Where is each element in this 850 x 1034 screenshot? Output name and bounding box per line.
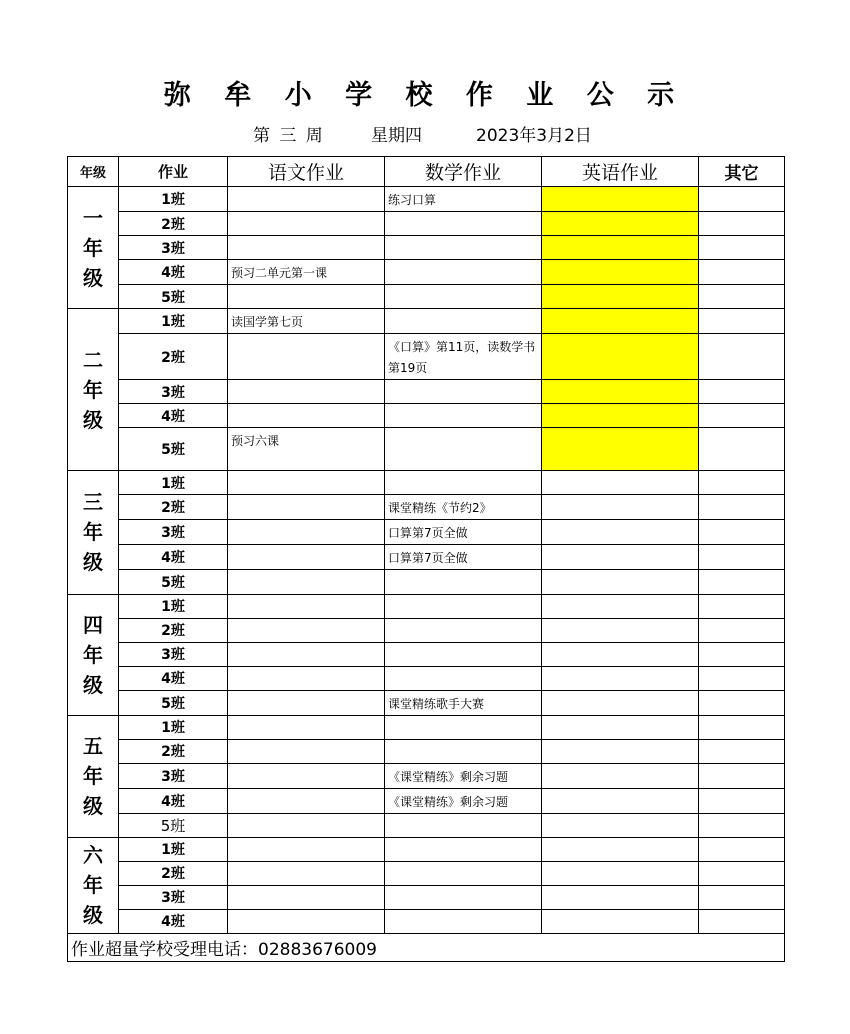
- class-label: 4班: [119, 404, 228, 428]
- math-homework-cell: [385, 813, 542, 837]
- class-label: 4班: [119, 545, 228, 570]
- class-label: 2班: [119, 739, 228, 763]
- chinese-homework-cell: [228, 690, 385, 715]
- english-homework-cell: [542, 739, 699, 763]
- day-label: 星期四: [371, 126, 422, 146]
- english-homework-cell: [542, 495, 699, 520]
- math-homework-cell: [385, 885, 542, 909]
- table-row: [68, 212, 785, 236]
- homework-table: [67, 156, 785, 962]
- english-homework-cell: [542, 642, 699, 666]
- grade-label-char: 三: [83, 490, 103, 515]
- table-row: [68, 260, 785, 285]
- grade-label-char: 五: [83, 734, 103, 759]
- english-homework-cell: [542, 594, 699, 618]
- math-homework-cell: [385, 236, 542, 260]
- table-row: [68, 380, 785, 404]
- table-row: [68, 236, 785, 260]
- header-math: 数学作业: [385, 157, 542, 187]
- math-homework-cell: 课堂精练歌手大赛: [385, 690, 542, 715]
- english-homework-cell: [542, 404, 699, 428]
- grade-label-char: 级: [83, 265, 103, 290]
- header-row: [68, 157, 785, 187]
- table-row: [68, 813, 785, 837]
- grade-label-char: 一: [83, 205, 103, 230]
- math-homework-cell: [385, 570, 542, 594]
- math-homework-cell: 《口算》第11页，读数学书第19页: [385, 334, 542, 380]
- chinese-homework-cell: [228, 520, 385, 545]
- table-row: [68, 618, 785, 642]
- other-homework-cell: [699, 236, 785, 260]
- class-label: 3班: [119, 520, 228, 545]
- table-row: [68, 885, 785, 909]
- table-row: [68, 495, 785, 520]
- chinese-homework-cell: [228, 236, 385, 260]
- class-label: 5班: [119, 285, 228, 309]
- chinese-homework-cell: [228, 909, 385, 933]
- table-row: [68, 739, 785, 763]
- chinese-homework-cell: [228, 594, 385, 618]
- grade-label-char: 级: [83, 794, 103, 819]
- math-homework-cell: [385, 428, 542, 471]
- grade-label: [68, 837, 119, 933]
- grade-label-char: 六: [83, 843, 103, 868]
- other-homework-cell: [699, 380, 785, 404]
- table-row: [68, 861, 785, 885]
- chinese-homework-cell: [228, 570, 385, 594]
- chinese-homework-cell: [228, 763, 385, 788]
- math-homework-cell: [385, 260, 542, 285]
- class-label: 3班: [119, 380, 228, 404]
- other-homework-cell: [699, 813, 785, 837]
- math-homework-cell: [385, 837, 542, 861]
- grade-label-char: 级: [83, 903, 103, 928]
- grade-label: [68, 715, 119, 837]
- math-homework-cell: 口算第7页全做: [385, 520, 542, 545]
- grade-label-char: 四: [83, 612, 103, 637]
- chinese-homework-cell: [228, 739, 385, 763]
- other-homework-cell: [699, 309, 785, 334]
- class-label: 1班: [119, 187, 228, 212]
- other-homework-cell: [699, 837, 785, 861]
- table-row: [68, 187, 785, 212]
- english-homework-cell: [542, 813, 699, 837]
- english-homework-cell: [542, 428, 699, 471]
- english-homework-cell: [542, 545, 699, 570]
- class-label: 2班: [119, 212, 228, 236]
- other-homework-cell: [699, 788, 785, 813]
- table-row: [68, 763, 785, 788]
- english-homework-cell: [542, 236, 699, 260]
- other-homework-cell: [699, 909, 785, 933]
- class-label: 4班: [119, 788, 228, 813]
- other-homework-cell: [699, 739, 785, 763]
- other-homework-cell: [699, 495, 785, 520]
- class-label: 1班: [119, 594, 228, 618]
- header-work: 作业: [119, 157, 228, 187]
- english-homework-cell: [542, 334, 699, 380]
- math-homework-cell: 《课堂精练》剩余习题: [385, 788, 542, 813]
- other-homework-cell: [699, 404, 785, 428]
- chinese-homework-cell: [228, 285, 385, 309]
- complaint-hotline: 作业超量学校受理电话：02883676009: [68, 934, 785, 962]
- other-homework-cell: [699, 885, 785, 909]
- english-homework-cell: [542, 260, 699, 285]
- class-label: 5班: [119, 813, 228, 837]
- math-homework-cell: [385, 404, 542, 428]
- class-label: 5班: [119, 570, 228, 594]
- table-row: [68, 594, 785, 618]
- table-row: [68, 715, 785, 739]
- other-homework-cell: [699, 570, 785, 594]
- english-homework-cell: [542, 837, 699, 861]
- chinese-homework-cell: [228, 885, 385, 909]
- english-homework-cell: [542, 788, 699, 813]
- chinese-homework-cell: [228, 861, 385, 885]
- math-homework-cell: 练习口算: [385, 187, 542, 212]
- grade-label: [68, 309, 119, 471]
- other-homework-cell: [699, 520, 785, 545]
- english-homework-cell: [542, 570, 699, 594]
- other-homework-cell: [699, 642, 785, 666]
- math-homework-cell: [385, 909, 542, 933]
- class-label: 2班: [119, 334, 228, 380]
- chinese-homework-cell: [228, 642, 385, 666]
- grade-label-char: 年: [83, 235, 103, 260]
- other-homework-cell: [699, 260, 785, 285]
- table-row: [68, 285, 785, 309]
- grade-label-char: 级: [83, 407, 103, 432]
- math-homework-cell: [385, 380, 542, 404]
- class-label: 4班: [119, 666, 228, 690]
- grade-label: [68, 471, 119, 594]
- english-homework-cell: [542, 471, 699, 495]
- english-homework-cell: [542, 187, 699, 212]
- chinese-homework-cell: [228, 788, 385, 813]
- other-homework-cell: [699, 471, 785, 495]
- class-label: 3班: [119, 236, 228, 260]
- chinese-homework-cell: [228, 380, 385, 404]
- header-english: 英语作业: [542, 157, 699, 187]
- class-label: 4班: [119, 260, 228, 285]
- table-row: [68, 520, 785, 545]
- header-other: 其它: [699, 157, 785, 187]
- chinese-homework-cell: [228, 813, 385, 837]
- chinese-homework-cell: [228, 334, 385, 380]
- chinese-homework-cell: 读国学第七页: [228, 309, 385, 334]
- table-row: [68, 690, 785, 715]
- math-homework-cell: [385, 642, 542, 666]
- table-row: [68, 642, 785, 666]
- math-homework-cell: 口算第7页全做: [385, 545, 542, 570]
- class-label: 1班: [119, 471, 228, 495]
- english-homework-cell: [542, 212, 699, 236]
- english-homework-cell: [542, 885, 699, 909]
- chinese-homework-cell: [228, 545, 385, 570]
- math-homework-cell: 课堂精练《节约2》: [385, 495, 542, 520]
- other-homework-cell: [699, 285, 785, 309]
- table-row: [68, 666, 785, 690]
- table-row: [68, 545, 785, 570]
- math-homework-cell: [385, 594, 542, 618]
- grade-label-char: 年: [83, 764, 103, 789]
- other-homework-cell: [699, 715, 785, 739]
- chinese-homework-cell: 预习二单元第一课: [228, 260, 385, 285]
- grade-label-char: 年: [83, 520, 103, 545]
- table-row: [68, 837, 785, 861]
- math-homework-cell: [385, 861, 542, 885]
- english-homework-cell: [542, 763, 699, 788]
- header-chinese: 语文作业: [228, 157, 385, 187]
- english-homework-cell: [542, 618, 699, 642]
- table-row: [68, 428, 785, 471]
- math-homework-cell: [385, 471, 542, 495]
- class-label: 5班: [119, 428, 228, 471]
- table-row: [68, 334, 785, 380]
- english-homework-cell: [542, 666, 699, 690]
- math-homework-cell: [385, 739, 542, 763]
- other-homework-cell: [699, 666, 785, 690]
- math-homework-cell: [385, 212, 542, 236]
- class-label: 1班: [119, 309, 228, 334]
- math-homework-cell: [385, 285, 542, 309]
- chinese-homework-cell: 预习六课: [228, 428, 385, 471]
- other-homework-cell: [699, 545, 785, 570]
- math-homework-cell: [385, 309, 542, 334]
- math-homework-cell: [385, 715, 542, 739]
- grade-label-char: 二: [83, 347, 103, 372]
- class-label: 2班: [119, 861, 228, 885]
- english-homework-cell: [542, 861, 699, 885]
- chinese-homework-cell: [228, 404, 385, 428]
- chinese-homework-cell: [228, 618, 385, 642]
- class-label: 2班: [119, 618, 228, 642]
- chinese-homework-cell: [228, 495, 385, 520]
- chinese-homework-cell: [228, 837, 385, 861]
- math-homework-cell: [385, 666, 542, 690]
- table-row: [68, 471, 785, 495]
- table-row: [68, 404, 785, 428]
- math-homework-cell: 《课堂精练》剩余习题: [385, 763, 542, 788]
- english-homework-cell: [542, 380, 699, 404]
- date-label: 2023年3月2日: [476, 126, 592, 146]
- table-row: [68, 788, 785, 813]
- grade-label-char: 年: [83, 642, 103, 667]
- chinese-homework-cell: [228, 187, 385, 212]
- english-homework-cell: [542, 285, 699, 309]
- grade-label-char: 级: [83, 550, 103, 575]
- other-homework-cell: [699, 763, 785, 788]
- math-homework-cell: [385, 618, 542, 642]
- english-homework-cell: [542, 520, 699, 545]
- chinese-homework-cell: [228, 666, 385, 690]
- chinese-homework-cell: [228, 471, 385, 495]
- table-row: [68, 909, 785, 933]
- english-homework-cell: [542, 690, 699, 715]
- chinese-homework-cell: [228, 212, 385, 236]
- table-row: [68, 309, 785, 334]
- grade-label-char: 年: [83, 377, 103, 402]
- other-homework-cell: [699, 594, 785, 618]
- other-homework-cell: [699, 187, 785, 212]
- page-title: 弥 牟 小 学 校 作 业 公 示: [163, 80, 687, 111]
- other-homework-cell: [699, 690, 785, 715]
- other-homework-cell: [699, 428, 785, 471]
- grade-label: [68, 594, 119, 715]
- class-label: 3班: [119, 642, 228, 666]
- other-homework-cell: [699, 861, 785, 885]
- class-label: 1班: [119, 837, 228, 861]
- class-label: 5班: [119, 690, 228, 715]
- class-label: 4班: [119, 909, 228, 933]
- week-label: 第 三 周: [253, 126, 325, 146]
- grade-label-char: 年: [83, 873, 103, 898]
- class-label: 2班: [119, 495, 228, 520]
- other-homework-cell: [699, 212, 785, 236]
- class-label: 3班: [119, 763, 228, 788]
- grade-label-char: 级: [83, 672, 103, 697]
- english-homework-cell: [542, 715, 699, 739]
- chinese-homework-cell: [228, 715, 385, 739]
- header-grade: 年级: [68, 157, 119, 187]
- class-label: 1班: [119, 715, 228, 739]
- table-row: [68, 570, 785, 594]
- grade-label: [68, 187, 119, 309]
- other-homework-cell: [699, 618, 785, 642]
- english-homework-cell: [542, 909, 699, 933]
- class-label: 3班: [119, 885, 228, 909]
- other-homework-cell: [699, 334, 785, 380]
- english-homework-cell: [542, 309, 699, 334]
